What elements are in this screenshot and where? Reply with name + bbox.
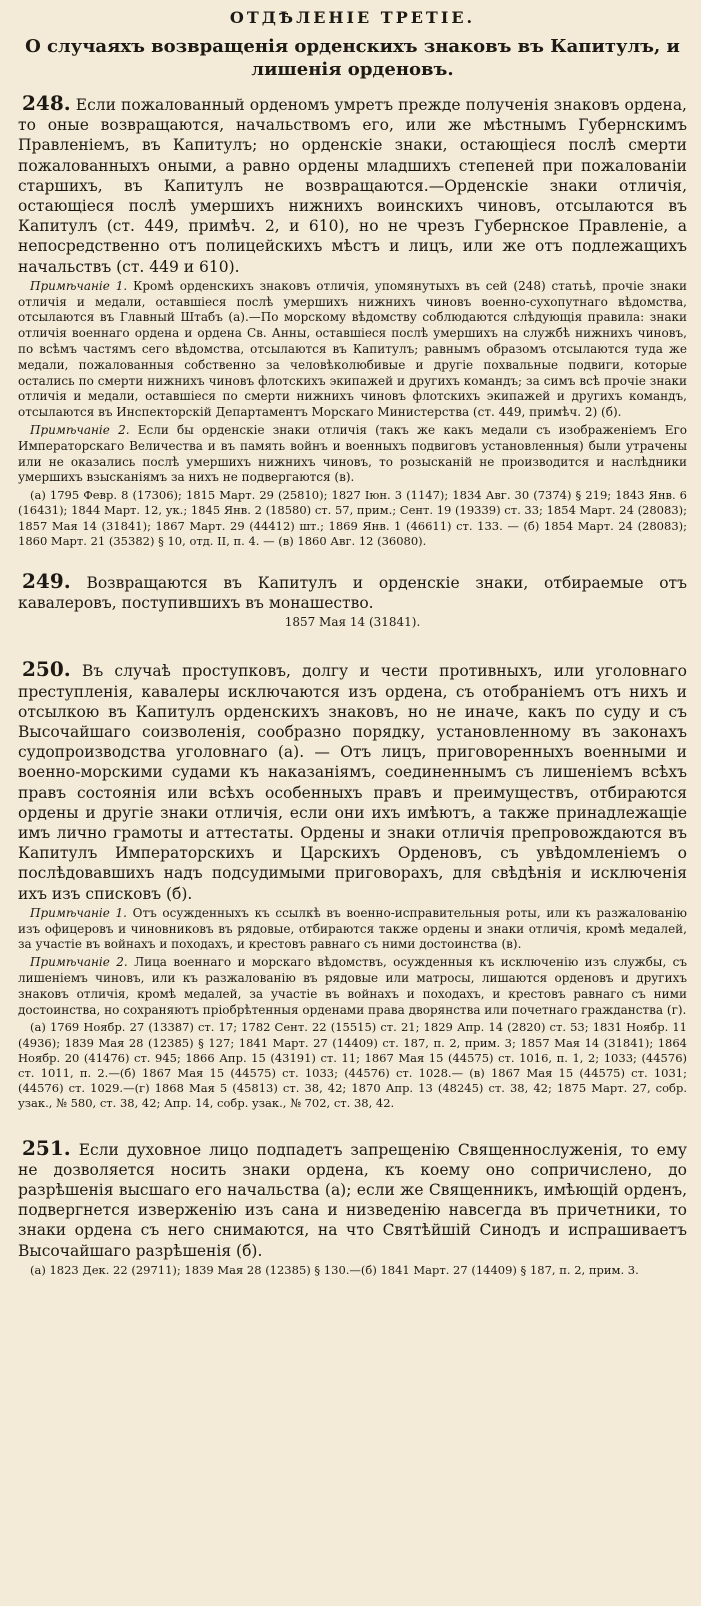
article-text: Если пожалованный орденомъ умретъ прежде полученія знаковъ ордена, то оные возвращаются, начальствомъ его, или же мѣстнымъ Губернскимъ Правленіемъ, въ Капитулъ; но орденскіе знаки, остающіеся послѣ смерти пожалованныхъ оными, а равно ордены младшихъ степеней при пожалованіи старшихъ, въ Капитулъ не возвращаются.—Орденскіе знаки отличія, остающіеся послѣ умершихъ нижнихъ воинскихъ чиновъ, отсылаются въ Капитулъ (ст. 449, примѣч. 2, и 610), но не чрезъ Губернское Правленіе, а непосредственно отъ полицейскихъ мѣстъ и лицъ, или же отъ подлежащихъ начальствъ (ст. 449 и 610). [18, 96, 687, 276]
article-note: Примѣчаніе 1. Кромѣ орденскихъ знаковъ отличія, упомянутыхъ въ сей (248) статьѣ, прочіе знаки отличія и медали, оставшіеся послѣ умершихъ нижнихъ чиновъ военно-сухопутнаго вѣдомства, отсылаются въ Главный Штабъ (а).—По морскому вѣдомству соблюдаются слѣдующія правила: знаки отличія военнаго ордена и ордена Св. Анны, оставшіеся послѣ умершихъ на службѣ нижнихъ чиновъ, по всѣмъ частямъ сего вѣдомства, отсылаются въ Капитулъ; равнымъ образомъ отсылаются туда же медали, пожалованныя собственно за человѣколюбивые и другіе похвальные подвиги, которые остались по смерти нижнихъ чиновъ флотскихъ экипажей и другихъ командъ; за симъ всѣ прочіе знаки отличія и медали, оставшіеся по смерти нижнихъ чиновъ флотскихъ экипажей и другихъ командъ, отсылаются въ Инспекторскій Департаментъ Морскаго Министерства (ст. 449, примѣч. 2) (б). [18, 278, 688, 420]
article-number: 251. [22, 1135, 71, 1160]
article-note: Примѣчаніе 1. Отъ осужденныхъ къ ссылкѣ въ военно-исправительныя роты, или къ разжалованію изъ офицеровъ и чиновниковъ въ рядовые, отбираются также ордены и знаки отличія, кромѣ медалей, за участіе въ войнахъ и походахъ, и крестовъ равнаго съ ними достоинства (в). [18, 905, 687, 952]
article-note: Примѣчаніе 2. Лица военнаго и морскаго вѣдомствъ, осужденныя къ исключенію изъ службы, съ лишеніемъ чиновъ, или къ разжалованію въ рядовые или матросы, лишаются орденовъ и другихъ знаковъ отличія, кромѣ медалей, за участіе въ войнахъ и походахъ, и крестовъ равнаго съ ними достоинства, но сохраняютъ пріобрѣтенныя орденами права дворянства или почетнаго гражданства (г). [18, 955, 687, 1017]
chapter-title: О случаяхъ возвращенія орденскихъ знаковъ въ Капитулъ, и лишенія орденовъ. [25, 36, 680, 80]
article-number: 250. [22, 657, 71, 682]
article-citations: (а) 1795 Февр. 8 (17306); 1815 Март. 29 (25810); 1827 Іюн. 3 (1147); 1834 Авг. 30 (7374) § 219; 1843 Янв. 6 (16431); 1844 Март. 12, ук.; 1845 Янв. 2 (18580) ст. 57, прим.; Сент. 19 (19339) ст. 33; 1854 Март. 24 (28083); 1857 Мая 14 (31841); 1867 Март. 29 (44412) шт.; 1869 Янв. 1 (46611) ст. 133. — (б) 1854 Март. 24 (28083); 1860 Март. 21 (35382) § 10, отд. II, п. 4. — (в) 1860 Авг. 12 (36080). [18, 488, 687, 548]
article-248 [18, 93, 687, 549]
article-250 [18, 659, 687, 1111]
article-number: 249. [22, 569, 71, 593]
article-text: Возвращаются въ Капитулъ и орденскіе знаки, отбираемые отъ кавалеровъ, поступившихъ въ монашество. [18, 574, 687, 613]
section-title: ОТДѢЛЕНІЕ ТРЕТІЕ. [229, 8, 476, 27]
article-number: 248. [22, 91, 71, 115]
article-citations: (а) 1823 Дек. 22 (29711); 1839 Мая 28 (12385) § 130.—(б) 1841 Март. 27 (14409) § 187, п. 2, прим. 3. [30, 1262, 639, 1277]
article-note: Примѣчаніе 2. Если бы орденскіе знаки отличія (такъ же какъ медали съ изображеніемъ Его Императорскаго Величества и въ память войнъ и военныхъ подвиговъ установленныя) были утрачены или не оказались послѣ умершихъ нижнихъ чиновъ, то розысканій не производится и наслѣдники умершихъ взысканіямъ за нихъ не подвергаются (в). [18, 423, 687, 485]
article-text: Въ случаѣ проступковъ, долгу и чести противныхъ, или уголовнаго преступленія, кавалеры исключаются изъ ордена, съ отобраніемъ отъ нихъ и отсылкою въ Капитулъ орденскихъ знаковъ, но не иначе, какъ по суду и съ Высочайшаго соизволенія, сообразно порядку, установленному въ законахъ судопроизводства уголовнаго (а). — Отъ лицъ, приговоренныхъ военными и военно-морскими судами къ наказаніямъ, соединеннымъ съ лишеніемъ всѣхъ правъ состоянія или всѣхъ особенныхъ правъ и преимуществъ, отбираются ордены и другіе знаки отличія, если они ихъ имѣютъ, а также принадлежащіе имъ лично грамоты и аттестаты. Ордены и знаки отличія препровождаются въ Капитулъ Императорскихъ и Царскихъ Орденовъ, съ увѣдомленіемъ о послѣдовавшихъ надъ подсудимыми приговорахъ, для свѣдѣнія и исключенія ихъ изъ списковъ (б). [18, 662, 688, 903]
article-date: 1857 Мая 14 (31841). [284, 615, 421, 630]
article-249 [18, 571, 687, 629]
article-citations: (а) 1769 Ноябр. 27 (13387) ст. 17; 1782 Сент. 22 (15515) ст. 21; 1829 Апр. 14 (2820) ст. 53; 1831 Ноябр. 11 (4936); 1839 Мая 28 (12385) § 127; 1841 Март. 27 (14409) ст. 187, п. 2, прим. 3; 1857 Мая 14 (31841); 1864 Ноябр. 20 (41476) ст. 945; 1866 Апр. 15 (43191) ст. 11; 1867 Мая 15 (44575) ст. 1016, п. 1, 2; 1033; (44576) ст. 1011, п. 2.—(б) 1867 Мая 15 (44575) ст. 1033; (44576) ст. 1028.— (в) 1867 Мая 15 (44575) ст. 1031; (44576) ст. 1029.—(г) 1868 Мая 5 (45813) ст. 38, 42; 1870 Апр. 13 (48245) ст. 38, 42; 1875 Март. 27, собр. узак., № 580, ст. 38, 42; Апр. 14, собр. узак., № 702, ст. 38, 42. [18, 1020, 687, 1111]
article-251 [18, 1135, 688, 1278]
article-text: Если духовное лицо подпадетъ запрещенію Священнослуженія, то ему не дозволяется носить знаки ордена, къ коему оно сопричислено, до разрѣшенія высшаго его начальства (а); если же Священникъ, имѣющій орденъ, подвергнется изверженію изъ сана и низведенію навсегда въ причетники, то знаки ордена съ него снимаются, на что Святѣйшій Синодъ и испрашиваетъ Высочайшаго разрѣшенія (б). [18, 1140, 688, 1260]
